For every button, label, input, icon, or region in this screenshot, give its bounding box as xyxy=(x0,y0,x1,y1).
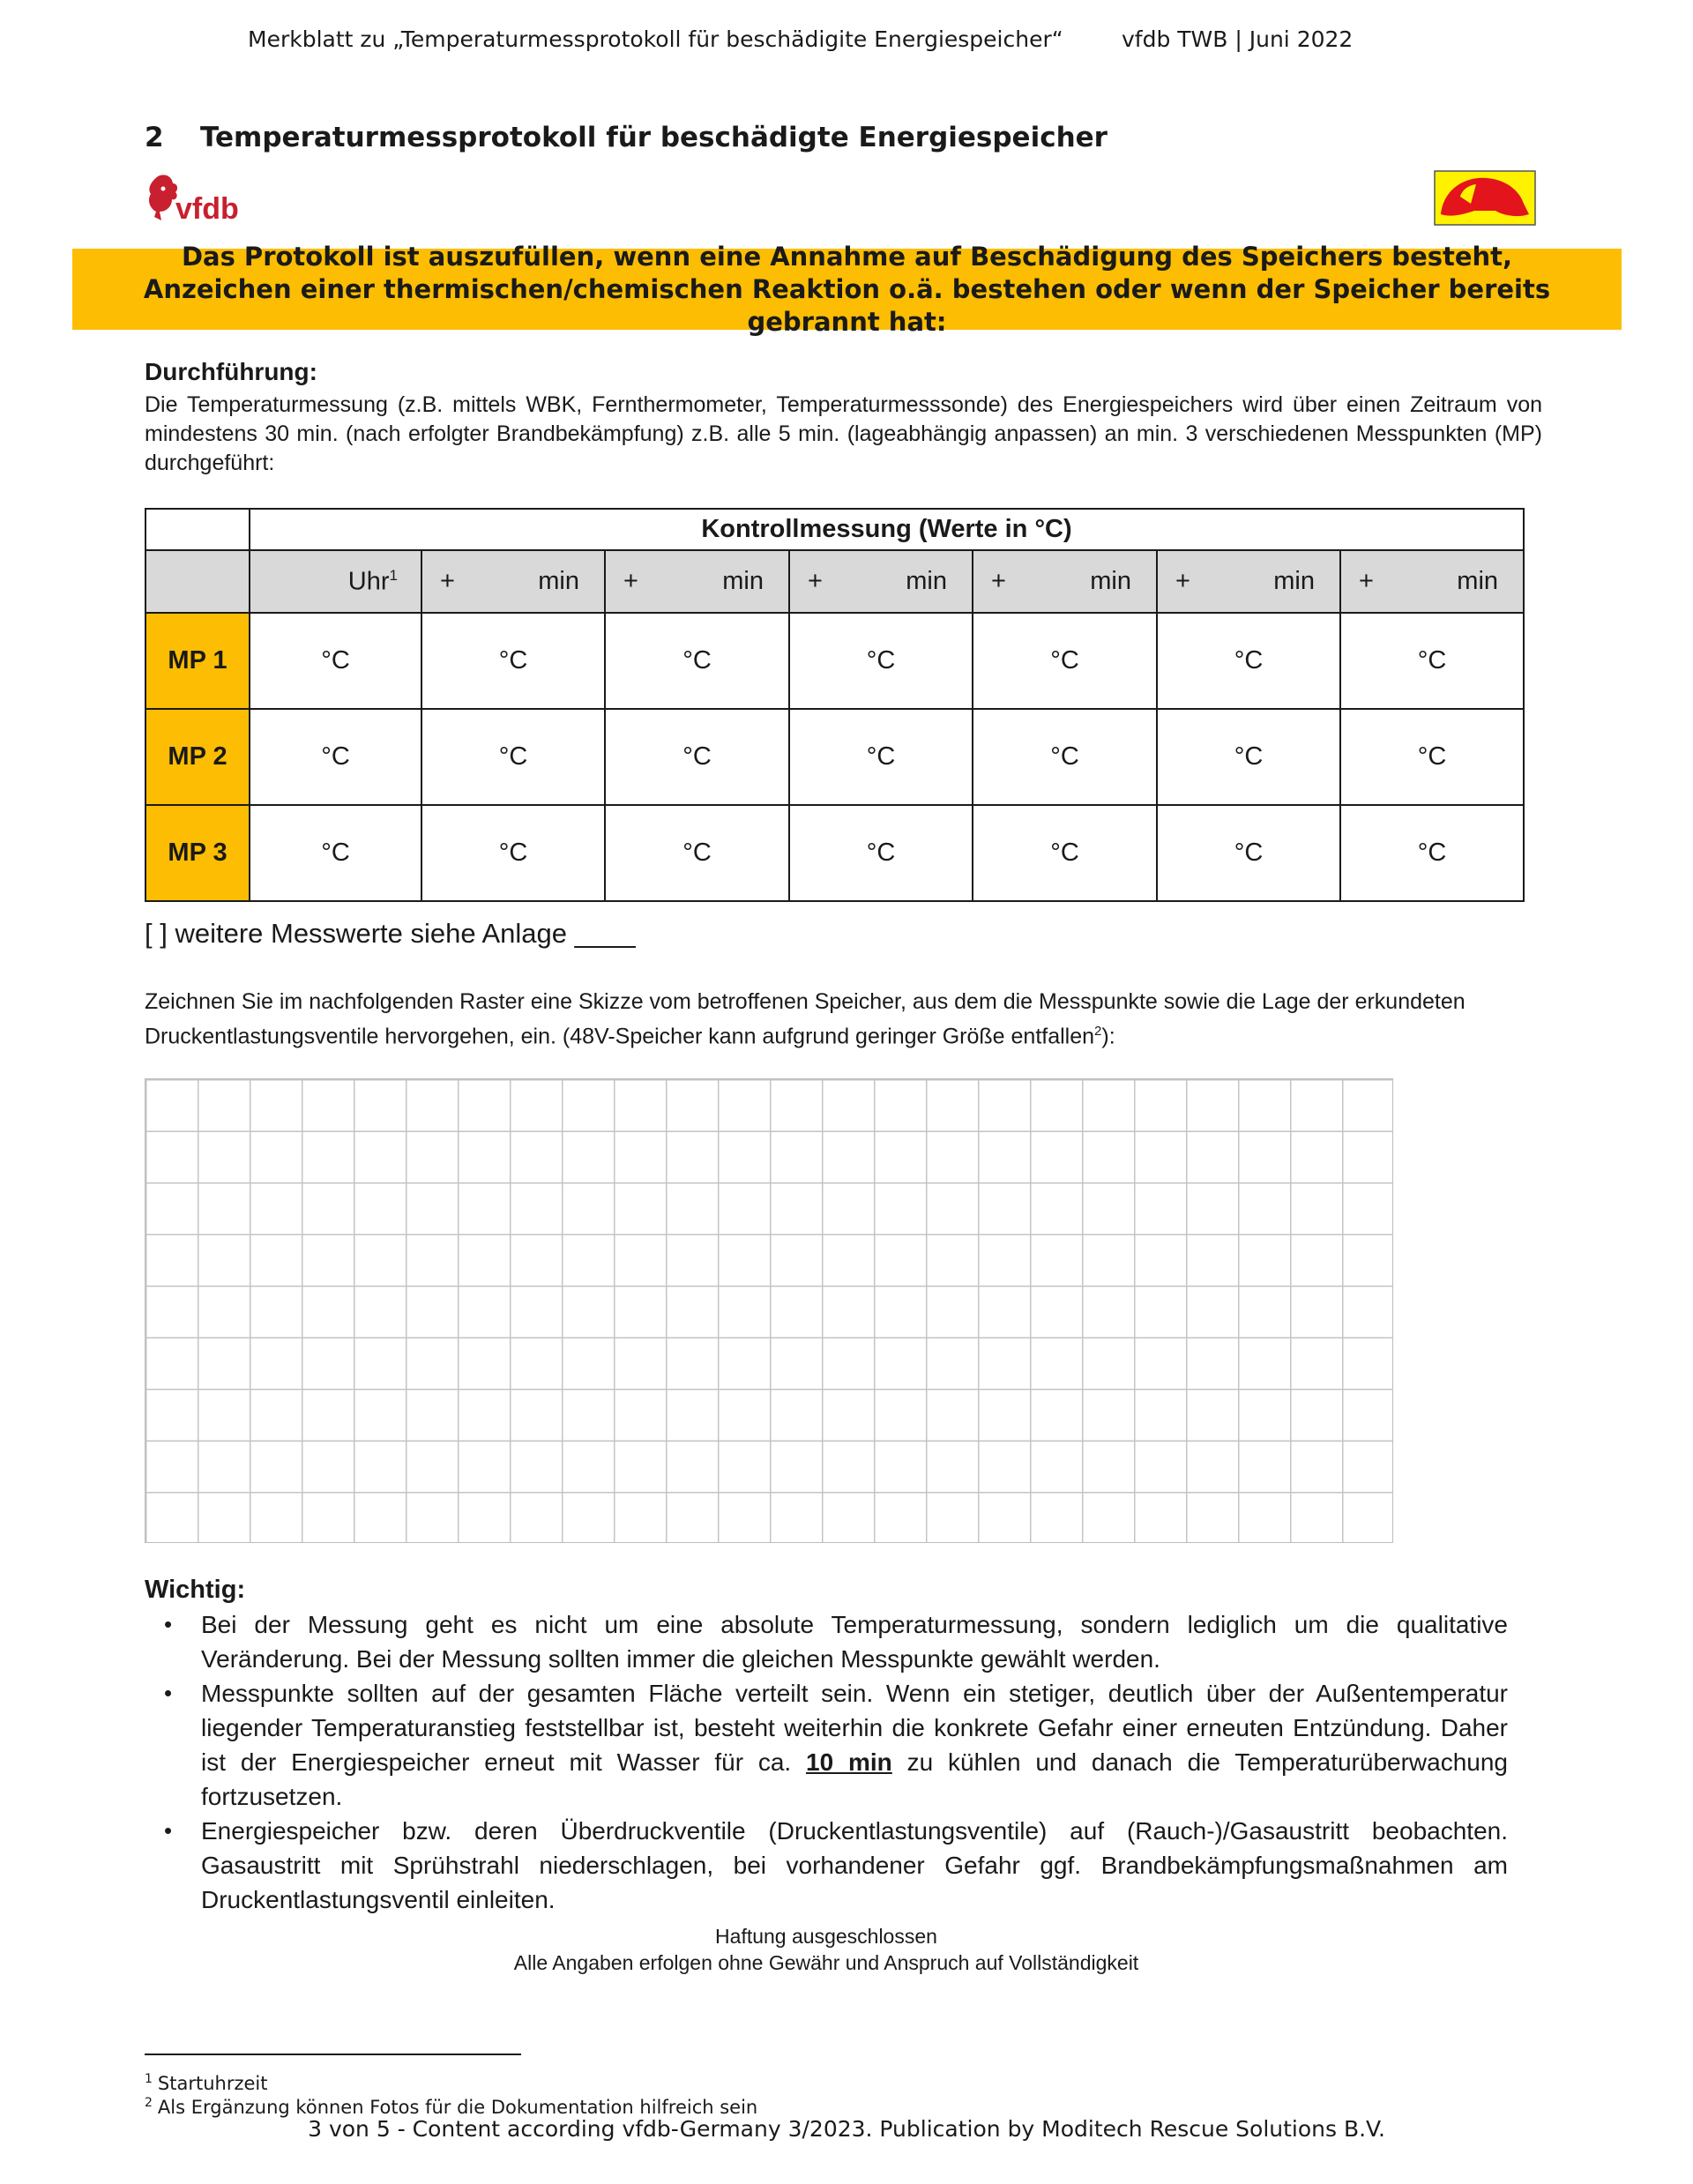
table-header-row xyxy=(145,550,1524,613)
temperature-cell[interactable]: °C xyxy=(789,805,973,901)
interval-cell[interactable] xyxy=(1157,550,1340,613)
list-item xyxy=(145,1676,1508,1814)
footnote-1-number: 1 xyxy=(145,2072,153,2086)
temperature-cell[interactable]: °C xyxy=(421,613,605,709)
min-label: min xyxy=(906,567,947,595)
temperature-cell[interactable]: °C xyxy=(250,805,421,901)
further-values-checkbox-line[interactable]: [ ] weitere Messwerte siehe Anlage ____ xyxy=(145,918,636,949)
table-row-mp2 xyxy=(145,709,1524,805)
plus-sign: + xyxy=(1175,567,1190,595)
sketch-instructions xyxy=(145,988,1555,1051)
list-item: • Energiespeicher bzw. deren Überdruckventile (Druckentlastungsventile) auf (Rauch-)/Gasaustritt beobachten. Gasaustritt mit Sprühstrahl niederschlagen, bei vorhandener Gefahr ggf. Brandbekämpfungsmaßnahmen am Druckentlastungsventil einleiten. xyxy=(145,1814,1508,1917)
banner-text: Das Protokoll ist auszufüllen, wenn eine Annahme auf Beschädigung des Speichers besteht, Anzeichen einer thermischen/chemischen Reaktion o.ä. bestehen oder wenn der Speicher bereits gebrannt hat: xyxy=(143,241,1551,337)
row-label-mp3: MP 3 xyxy=(145,805,250,901)
temperature-cell[interactable]: °C xyxy=(605,613,789,709)
clock-label: Uhr xyxy=(347,567,390,596)
vfdb-logo-text: vfdb xyxy=(175,192,239,224)
temperature-cell[interactable]: °C xyxy=(250,709,421,805)
table-row-mp3 xyxy=(145,805,1524,901)
footnote-ref-1: 1 xyxy=(389,566,398,584)
table-corner-cell xyxy=(145,509,250,550)
plus-sign: + xyxy=(808,567,823,595)
footnote-ref-2: 2 xyxy=(1094,1024,1102,1039)
footnote-1-text: Startuhrzeit xyxy=(157,2073,268,2094)
disclaimer-line-1: Haftung ausgeschlossen xyxy=(715,1925,937,1948)
interval-cell[interactable] xyxy=(1340,550,1524,613)
interval-cell[interactable] xyxy=(789,550,973,613)
document-header-title: Merkblatt zu „Temperaturmessprotokoll für beschädigite Energiespeicher“ xyxy=(248,26,1063,52)
temperature-cell[interactable]: °C xyxy=(421,709,605,805)
instruction-banner xyxy=(72,241,1622,337)
table-row-mp1 xyxy=(145,613,1524,709)
document-header-date: vfdb TWB | Juni 2022 xyxy=(1122,26,1354,52)
procedure-text: Die Temperaturmessung (z.B. mittels WBK, Fernthermometer, Temperaturmesssonde) des Energiespeichers wird über einen Zeitraum von mindestens 30 min. (nach erfolgter Brandbekämpfung) z.B. alle 5 min. (lageabhängig anpassen) an min. 3 verschiedenen Messpunkten (MP) durchgeführt: xyxy=(145,392,1542,475)
clock-time-cell[interactable] xyxy=(250,550,421,613)
plus-sign: + xyxy=(1359,567,1374,595)
row-label-mp1: MP 1 xyxy=(145,613,250,709)
interval-cell[interactable] xyxy=(421,550,605,613)
cooling-duration: 10 min xyxy=(806,1748,892,1776)
min-label: min xyxy=(1090,567,1131,595)
temperature-cell[interactable]: °C xyxy=(421,805,605,901)
temperature-cell[interactable]: °C xyxy=(1157,709,1340,805)
firefighter-helmet-logo xyxy=(1434,170,1536,226)
important-list xyxy=(145,1607,1508,1917)
plus-sign: + xyxy=(623,567,638,595)
footnote-1 xyxy=(145,2072,268,2094)
table-title-row xyxy=(145,509,1524,550)
lion-icon xyxy=(145,173,256,224)
temperature-cell[interactable]: °C xyxy=(789,613,973,709)
temperature-cell[interactable]: °C xyxy=(605,709,789,805)
list-item: • Bei der Messung geht es nicht um eine absolute Temperaturmessung, sondern lediglich um die qualitative Veränderung. Bei der Messung sollten immer die gleichen Messpunkte gewählt werden. xyxy=(145,1607,1508,1676)
min-label: min xyxy=(538,567,579,595)
disclaimer-line-2: Alle Angaben erfolgen ohne Gewähr und Anspruch auf Vollständigkeit xyxy=(513,1951,1139,1974)
vfdb-logo xyxy=(145,173,256,224)
temperature-cell[interactable]: °C xyxy=(789,709,973,805)
bullet2-text: Messpunkte sollten auf der gesamten Fläche verteilt sein. Wenn ein stetiger, deutlich über der Außentemperatur liegender Temperaturanstieg feststellbar ist, besteht weiterhin die konkrete Gefahr einer erneuten Entzündung. Daher ist der Energiespeicher erneut mit Wasser für ca. xyxy=(201,1680,1508,1776)
interval-cell[interactable] xyxy=(973,550,1157,613)
temperature-cell[interactable]: °C xyxy=(973,709,1157,805)
section-title: Temperaturmessprotokoll für beschädigte Energiespeicher xyxy=(200,122,1108,153)
temperature-cell[interactable]: °C xyxy=(1157,805,1340,901)
min-label: min xyxy=(1457,567,1499,595)
footnote-2-text: Als Ergänzung können Fotos für die Dokumentation hilfreich sein xyxy=(157,2097,758,2118)
temperature-cell[interactable]: °C xyxy=(250,613,421,709)
page-footer: 3 von 5 - Content according vfdb-Germany 3/2023. Publication by Moditech Rescue Solutions B.V. xyxy=(308,2116,1385,2142)
table-header-corner xyxy=(145,550,250,613)
section-number: 2 xyxy=(145,122,164,153)
plus-sign: + xyxy=(440,567,455,595)
footnote-divider xyxy=(145,2054,521,2055)
temperature-cell[interactable]: °C xyxy=(973,613,1157,709)
footnote-2-number: 2 xyxy=(145,2096,153,2110)
sketch-instructions-text: Zeichnen Sie im nachfolgenden Raster eine Skizze vom betroffenen Speicher, aus dem die Messpunkte sowie die Lage der erkundeten Druckentlastungsventile hervorgehen, ein. (48V-Speicher kann aufgrund geringer Größe entfallen xyxy=(145,989,1466,1049)
sketch-instructions-end: ): xyxy=(1101,1024,1115,1049)
table-title: Kontrollmessung (Werte in °C) xyxy=(250,509,1524,550)
firefighter-helmet-icon xyxy=(1434,170,1536,226)
min-label: min xyxy=(722,567,764,595)
footnote-2 xyxy=(145,2096,757,2118)
row-label-mp2: MP 2 xyxy=(145,709,250,805)
temperature-cell[interactable]: °C xyxy=(973,805,1157,901)
temperature-cell[interactable]: °C xyxy=(1340,805,1524,901)
important-heading: Wichtig: xyxy=(145,1576,246,1604)
temperature-cell[interactable]: °C xyxy=(1340,613,1524,709)
temperature-cell[interactable]: °C xyxy=(605,805,789,901)
plus-sign: + xyxy=(991,567,1006,595)
procedure-heading: Durchführung: xyxy=(145,358,317,385)
bullet2-text-end: zu kühlen und danach die Temperaturüberwachung fortzusetzen. xyxy=(201,1748,1508,1810)
sketch-grid[interactable] xyxy=(145,1078,1393,1543)
temperature-cell[interactable]: °C xyxy=(1157,613,1340,709)
min-label: min xyxy=(1273,567,1315,595)
temperature-cell[interactable]: °C xyxy=(1340,709,1524,805)
measurement-table xyxy=(145,508,1525,902)
interval-cell[interactable] xyxy=(605,550,789,613)
